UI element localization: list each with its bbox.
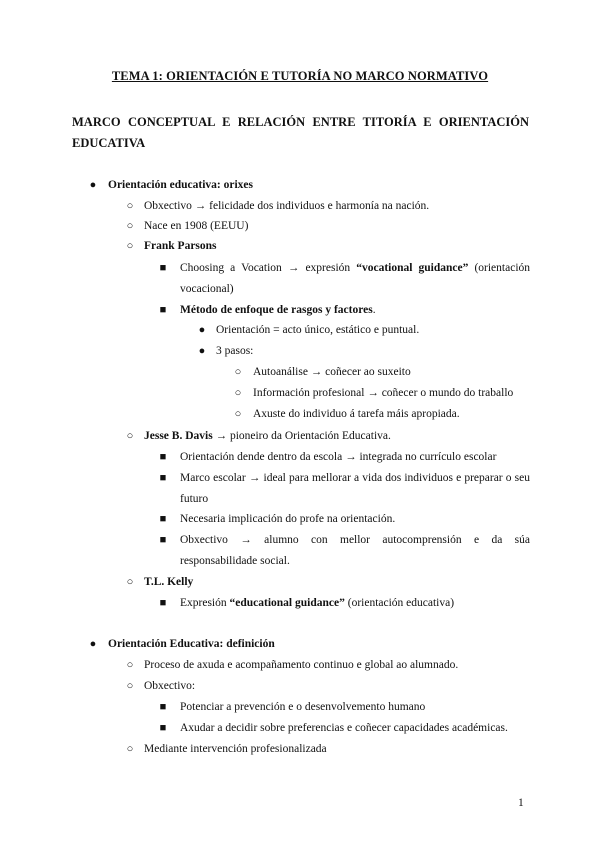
- item-text-bold: “educational guidance”: [229, 597, 345, 609]
- list-item-frank-parsons: Frank Parsons: [144, 240, 217, 252]
- list-item: 3 pasos:: [216, 345, 254, 357]
- bullet-level3: ■: [159, 597, 167, 609]
- bullet-level2: ○: [126, 576, 134, 588]
- list-item-choosing-vocation: [180, 258, 530, 299]
- list-item: Obxectivo:: [144, 680, 196, 692]
- bullet-level3: ■: [159, 701, 167, 713]
- bullet-level2: ○: [126, 430, 134, 442]
- list-item: Nace en 1908 (EEUU): [144, 220, 249, 232]
- page-number: 1: [518, 797, 524, 809]
- list-item-metodo: [180, 300, 376, 321]
- list-item: Axudar a decidir sobre preferencias e coñecer capacidades académicas.: [180, 722, 508, 734]
- list-item: Orientación = acto único, estático e puntual.: [216, 324, 420, 336]
- item-text-bold: “vocational guidance”: [356, 262, 469, 274]
- bullet-level2: ○: [126, 220, 134, 232]
- list-item-tl-kelly: T.L. Kelly: [144, 576, 194, 588]
- list-item: Obxectivo → felicidade dos individuos e harmonía na nación.: [144, 200, 430, 212]
- item-text-bold: Método de enfoque de rasgos y factores: [180, 304, 373, 316]
- item-text: (orientación educativa): [344, 597, 455, 609]
- item-text: Expresión: [180, 597, 230, 609]
- list-item: Información profesional → coñecer o mundo do traballo: [253, 387, 514, 399]
- list-item: Obxectivo → alumno con mellor autocomprensión e da súa responsabilidade social.: [180, 534, 530, 567]
- list-item: Necesaria implicación do profe na orientación.: [180, 513, 396, 525]
- bullet-level3: ■: [159, 304, 167, 316]
- bullet-level2: ○: [126, 240, 134, 252]
- section-heading-definicion: Orientación Educativa: definición: [108, 638, 275, 650]
- bullet-level3: ■: [159, 472, 167, 484]
- section-subtitle: MARCO CONCEPTUAL E RELACIÓN ENTRE TITORÍA E ORIENTACIÓN EDUCATIVA: [72, 115, 529, 150]
- bullet-level3: ■: [159, 722, 167, 734]
- bullet-level2: ○: [234, 387, 242, 399]
- bullet-level1: ●: [89, 179, 97, 191]
- section-heading-orixes: Orientación educativa: orixes: [108, 179, 254, 191]
- bullet-level2: ○: [126, 200, 134, 212]
- bullet-level3: ■: [159, 534, 167, 546]
- bullet-level2: ○: [126, 659, 134, 671]
- list-item: Marco escolar → ideal para mellorar a vida dos individuos e preparar o seu futuro: [180, 472, 530, 505]
- list-item-jesse-davis: [144, 426, 391, 447]
- bullet-level2: ○: [126, 743, 134, 755]
- item-text: .: [372, 304, 376, 316]
- document-title: TEMA 1: ORIENTACIÓN E TUTORÍA NO MARCO NORMATIVO: [111, 69, 489, 83]
- list-item-educational-guidance: [180, 593, 454, 614]
- list-item: Proceso de axuda e acompañamento continuo e global ao alumnado.: [144, 659, 459, 671]
- bullet-level2: ○: [234, 408, 242, 420]
- bullet-level3: ■: [159, 451, 167, 463]
- item-text: → pioneiro da Orientación Educativa.: [215, 430, 391, 442]
- bullet-level2: ○: [234, 366, 242, 378]
- list-item: Potenciar a prevención e o desenvolvemento humano: [180, 701, 426, 713]
- item-text: (orientación vocacional): [180, 262, 531, 295]
- bullet-level1: ●: [198, 345, 206, 357]
- bullet-level2: ○: [126, 680, 134, 692]
- item-text-bold: Jesse B. Davis: [144, 430, 213, 442]
- bullet-level3: ■: [159, 513, 167, 525]
- item-text: Choosing a Vocation → expresión: [180, 262, 351, 274]
- list-item: Mediante intervención profesionalizada: [144, 743, 327, 755]
- bullet-level1: ●: [198, 324, 206, 336]
- list-item: Axuste do individuo á tarefa máis apropiada.: [253, 408, 460, 420]
- list-item: Autoanálise → coñecer ao suxeito: [253, 366, 411, 378]
- list-item: Orientación dende dentro da escola → integrada no currículo escolar: [180, 451, 497, 463]
- bullet-level3: ■: [159, 262, 167, 274]
- bullet-level1: ●: [89, 638, 97, 650]
